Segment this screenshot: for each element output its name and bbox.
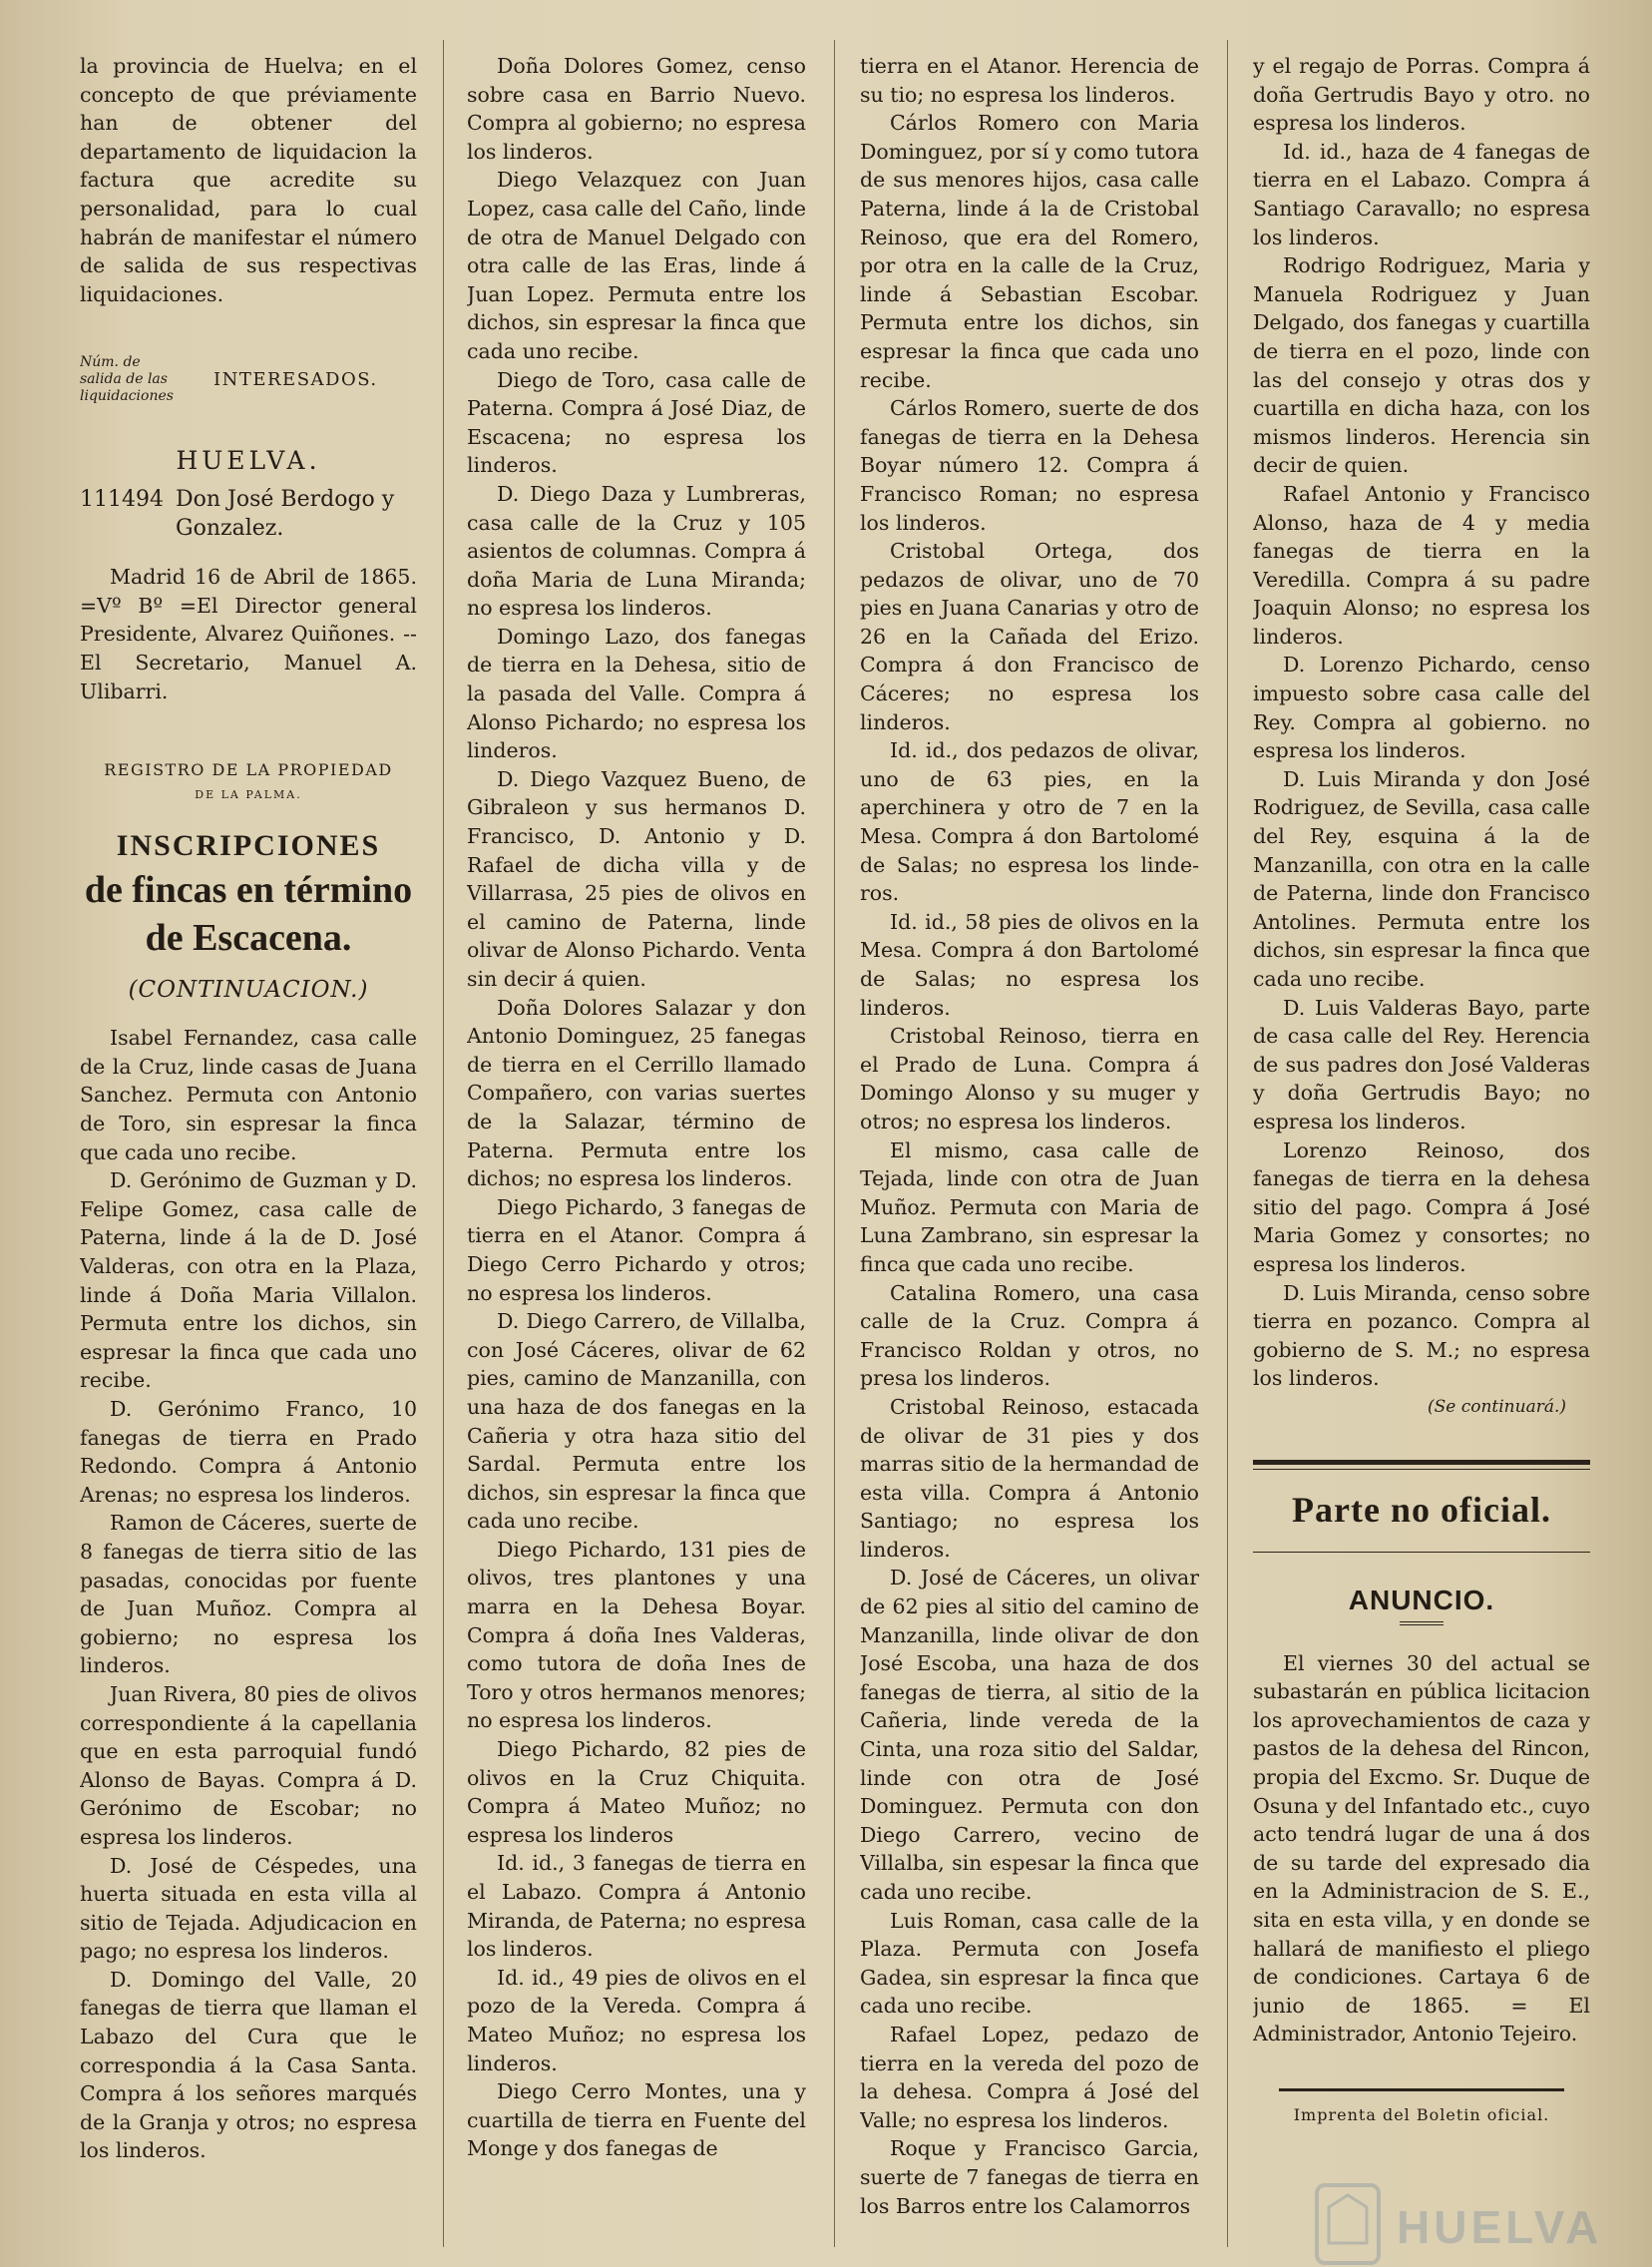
list-item: Diego Pichardo, 3 fanegas de tierra en el Atanor. Compra á Diego Cerro Pichardo y otros; no espresa los linderos. (467, 1194, 806, 1305)
list-item: Id. id., dos pedazos de olivar, uno de 63 pies, en la aperchinera y otro de 7 en la Mesa. Compra á don Bartolomé de Salas; no espresa los linde-ros. (860, 738, 1199, 906)
watermark-seal (1311, 2177, 1640, 2267)
column-divider (1227, 40, 1228, 2247)
section-separator (1253, 1552, 1590, 1553)
list-item: Cárlos Romero con Maria Dominguez, por sí y como tutora de sus menores hijos, casa calle Paterna, linde á la de Cristobal Reinoso, que era del Romero, por otra en la calle de la Cruz, linde á Sebastian Escobar. Permuta entre los dichos, sin espresar la finca que cada uno recibe. (860, 111, 1199, 392)
list-item: D. José de Céspedes, una huerta situada en esta villa al sitio de Tejada. Adjudicacion en pago; no espresa los linderos. (80, 1853, 417, 1964)
list-item: Cárlos Romero, suerte de dos fanegas de tierra en la Dehesa Boyar número 12. Compra á Francisco Roman; no espresa los linderos. (860, 396, 1199, 535)
list-item: El mismo, casa calle de Tejada, linde con otra de Juan Muñoz. Permuta con Maria de Luna Zambrano, sin espresar la finca que cada uno recibe. (860, 1137, 1199, 1276)
list-item: Juan Rivera, 80 pies de olivos correspondiente á la capellania que en esta parroquial fundó Alonso de Bayas. Compra á D. Gerónimo de Escobar; no espresa los linderos. (80, 1681, 417, 1849)
list-item: Doña Dolores Salazar y don Antonio Dominguez, 25 fanegas de tierra en el Cerrillo llamado Compañero, con varias suertes de la Salazar, término de Paterna. Permuta entre los dichos; no espresa los linderos. (467, 995, 806, 1191)
list-item: Diego Pichardo, 82 pies de olivos en la Cruz Chiquita. Compra á Mateo Muñoz; no espresa los linderos (467, 1737, 806, 1847)
continuation-label: (CONTINUACION.) (128, 976, 369, 1003)
column-divider (834, 40, 835, 2247)
table-header (80, 354, 417, 405)
list-item: D. Diego Vazquez Bueno, de Gibraleon y sus hermanos D. Francisco, D. Antonio y D. Rafael de dicha villa y de Villarrasa, 25 pies de olivos en el camino de Paterna, linde olivar de Alonso Pichardo. Venta sin decir á quien. (467, 766, 806, 991)
list-item: Diego de Toro, casa calle de Paterna. Compra á José Diaz, de Escacena; no espresa los linderos. (467, 367, 806, 478)
announcement-text: El viernes 30 del actual se subastarán en pública licitacion los aprovechamientos de caza y pastos de la dehesa del Rincon, propia del Excmo. Sr. Duque de Osuna y del Infantado etc., cuyo acto tendrá lugar de una á dos de su tarde del expresado dia en la Administracion de S. E., sita en esta villa, y en donde se hallará de manifiesto el pliego de condiciones. Cartaya 6 de junio de 1865. = El Administrador, Antonio Tejeiro. (1253, 1650, 1590, 2046)
section-heading: Parte no oficial. (1292, 1489, 1551, 1530)
list-item: Roque y Francisco Garcia, suerte de 7 fanegas de tierra en los Barros entre los Calamorros (860, 2136, 1199, 2218)
section-title-line-1: INSCRIPCIONES (116, 828, 381, 862)
registry-title: REGISTRO DE LA PROPIEDAD (104, 760, 393, 780)
list-item: D. José de Cáceres, un olivar de 62 pies al sitio del camino de Manzanilla, linde olivar de don José Escoba, una haza de dos fanegas de tierra, al sitio de la Cañeria, linde vereda de la Cinta, una roza sitio del Saldar, linde con otra de José Dominguez. Permuta con don Diego Carrero, vecino de Villalba, sin espesar la finca que cada uno recibe. (860, 1566, 1199, 1904)
footer-separator (1279, 2088, 1564, 2091)
list-item: D. Gerónimo Franco, 10 fanegas de tierra en Prado Redondo. Compra á Antonio Arenas; no espresa los linderos. (80, 1397, 417, 1507)
column-2 (467, 52, 806, 2237)
list-item: Domingo Lazo, dos fanegas de tierra en la Dehesa, sitio de la pasada del Valle. Compra á Alonso Pichardo; no espresa los linderos. (467, 624, 806, 763)
column-1 (80, 52, 417, 2237)
list-item: Ramon de Cáceres, suerte de 8 fanegas de tierra sitio de las pasadas, conocidas por fuente de Juan Muñoz. Compra al gobierno; no espresa los linderos. (80, 1511, 417, 1678)
section-title-line-2: de fincas en término (84, 868, 413, 911)
section-separator (1253, 1460, 1590, 1470)
list-item: Diego Velazquez con Juan Lopez, casa calle del Caño, linde de otra de Manuel Delgado con otra calle de las Eras, linde á Juan Lopez. Permuta entre los dichos, sin espresar la finca que cada uno recibe. (467, 168, 806, 363)
list-item: Catalina Romero, una casa calle de la Cruz. Compra á Francisco Roldan y otros, no presa los linderos. (860, 1280, 1199, 1391)
entry-number: 111494 (80, 486, 164, 512)
list-item: Id. id., 58 pies de olivos en la Mesa. Compra á don Bartolomé de Salas; no espresa los linderos. (860, 909, 1199, 1020)
list-item: Cristobal Reinoso, estacada de olivar de 31 pies y dos marras sitio de la hermandad de esta villa. Compra á Antonio Santiago; no espresa los linderos. (860, 1394, 1199, 1562)
announcement-title: ANUNCIO. (1348, 1585, 1495, 1616)
list-item: Rafael Lopez, pedazo de tierra en la vereda del pozo de la dehesa. Compra á José del Valle; no espresa los linderos. (860, 2022, 1199, 2132)
madrid-signature: Madrid 16 de Abril de 1865. =Vº Bº =El Director general Presidente, Alvarez Quiñones. --El Secretario, Manuel A. Ulibarri. (80, 565, 417, 703)
list-item: D. Lorenzo Pichardo, censo impuesto sobre casa calle del Rey. Compra al gobierno. no espresa los linderos. (1253, 653, 1590, 763)
list-item: Isabel Fernandez, casa calle de la Cruz, linde casas de Juana Sanchez. Permuta con Antonio de Toro, sin espresar la finca que cada uno recibe. (80, 1026, 417, 1164)
list-item: Id. id., haza de 4 fanegas de tierra en el Labazo. Compra á Santiago Caravallo; no espresa los linderos. (1253, 139, 1590, 249)
list-item: Luis Roman, casa calle de la Plaza. Permuta con Josefa Gadea, sin espresar la finca que cada uno recibe. (860, 1908, 1199, 2019)
list-item: D. Gerónimo de Guzman y D. Felipe Gomez, casa calle de Paterna, linde á la de D. José Valderas, con otra en la Plaza, linde á Doña Maria Villalon. Permuta entre los dichos, sin espresar la finca que cada uno recibe. (80, 1168, 417, 1393)
list-item: Cristobal Reinoso, tierra en el Prado de Luna. Compra á Domingo Alonso y su muger y otros; no espresa los linderos. (860, 1024, 1199, 1134)
col4-lead: y el regajo de Porras. Compra á doña Gertrudis Bayo y otro. no espresa los linderos. (1253, 54, 1590, 136)
header-note: Núm. de salida de las liquidaciones (80, 354, 174, 405)
continue-mark: (Se continuará.) (1427, 1396, 1566, 1417)
list-item: Id. id., 3 fanegas de tierra en el Labazo. Compra á Antonio Miranda, de Paterna; no espresa los linderos. (467, 1851, 806, 1962)
list-item: D. Luis Miranda y don José Rodriguez, de Sevilla, casa calle del Rey, esquina á la de Manzanilla, con otra en la calle de Paterna, linde don Francisco Antolines. Permuta entre los dichos, sin espresar la finca que cada uno recibe. (1253, 766, 1590, 991)
list-item: Diego Cerro Montes, una y cuartilla de tierra en Fuente del Monge y dos fanegas de (467, 2079, 806, 2161)
seal-text: HUELVA (1397, 2201, 1603, 2253)
list-item: D. Diego Carrero, de Villalba, con José Cáceres, olivar de 62 pies, camino de Manzanilla, con una haza de dos fanegas en la Cañeria y otra haza sitio del Sardal. Permuta entre los dichos, sin espresar la finca que cada uno recibe. (467, 1309, 806, 1534)
list-item: Rafael Antonio y Francisco Alonso, haza de 4 y media fanegas de tierra en la Veredilla. Compra á su padre Joaquin Alonso; no espresa los linderos. (1253, 481, 1590, 649)
printer-imprint: Imprenta del Boletin oficial. (1293, 2105, 1550, 2124)
list-item: D. Domingo del Valle, 20 fanegas de tierra que llaman el Labazo del Cura que le correspondia á la Casa Santa. Compra á los señores marqués de la Granja y otros; no espresa los linderos. (80, 1967, 417, 2163)
entry-name: Don José Berdogo y Gonzalez. (176, 486, 395, 541)
list-item: Doña Dolores Gomez, censo sobre casa en Barrio Nuevo. Compra al gobierno; no espresa los linderos. (467, 54, 806, 164)
list-item: D. Luis Valderas Bayo, parte de casa calle del Rey. Herencia de sus padres don José Valderas y doña Gertrudis Bayo; no espresa los linderos. (1253, 995, 1590, 1134)
liquidation-entry (80, 486, 417, 543)
list-item: Id. id., 49 pies de olivos en el pozo de la Vereda. Compra á Mateo Muñoz; no espresa los linderos. (467, 1965, 806, 2075)
column-3 (860, 52, 1199, 2237)
header-title: INTERESADOS. (213, 368, 378, 390)
list-item: Rodrigo Rodriguez, Maria y Manuela Rodriguez y Juan Delgado, dos fanegas y cuartilla de tierra en el pozo, linde con las del consejo y otras dos y cuartilla en dicha haza, con los mismos linderos. Herencia sin decir de quien. (1253, 253, 1590, 478)
col1-top-text: la provincia de Huelva; en el concepto de que préviamente han de obtener del departamento de liquidacion la factura que acredite su personalidad, para lo cual habrán de manifestar el número de salida de sus respectivas liquidaciones. (80, 54, 417, 306)
registry-subtitle: DE LA PALMA. (195, 788, 302, 802)
section-title-line-3: de Escacena. (145, 916, 352, 959)
seal-icon (1311, 2177, 1640, 2267)
list-item: Diego Pichardo, 131 pies de olivos, tres plantones y una marra en la Dehesa Boyar. Compra á doña Ines Valderas, como tutora de doña Ines de Toro y otros hermanos menores; no espresa los linderos. (467, 1537, 806, 1733)
list-item: D. Luis Miranda, censo sobre tierra en pozanco. Compra al gobierno de S. M.; no espresa los linderos. (1253, 1280, 1590, 1391)
city-heading: HUELVA. (176, 446, 321, 476)
list-item: D. Diego Daza y Lumbreras, casa calle de la Cruz y 105 asientos de columnas. Compra á doña Maria de Luna Miranda; no espresa los linderos. (467, 481, 806, 621)
list-item: Lorenzo Reinoso, dos fanegas de tierra en la dehesa sitio del pago. Compra á José Maria Gomez y consortes; no espresa los linderos. (1253, 1137, 1590, 1276)
divider (1400, 1621, 1444, 1625)
col3-lead: tierra en el Atanor. Herencia de su tio; no espresa los linderos. (860, 54, 1199, 107)
list-item: Cristobal Ortega, dos pedazos de olivar, uno de 70 pies en Juana Canarias y otro de 26 en la Cañada del Erizo. Compra á don Francisco de Cáceres; no espresa los linderos. (860, 539, 1199, 734)
column-divider (443, 40, 444, 2247)
column-4 (1253, 52, 1590, 2237)
